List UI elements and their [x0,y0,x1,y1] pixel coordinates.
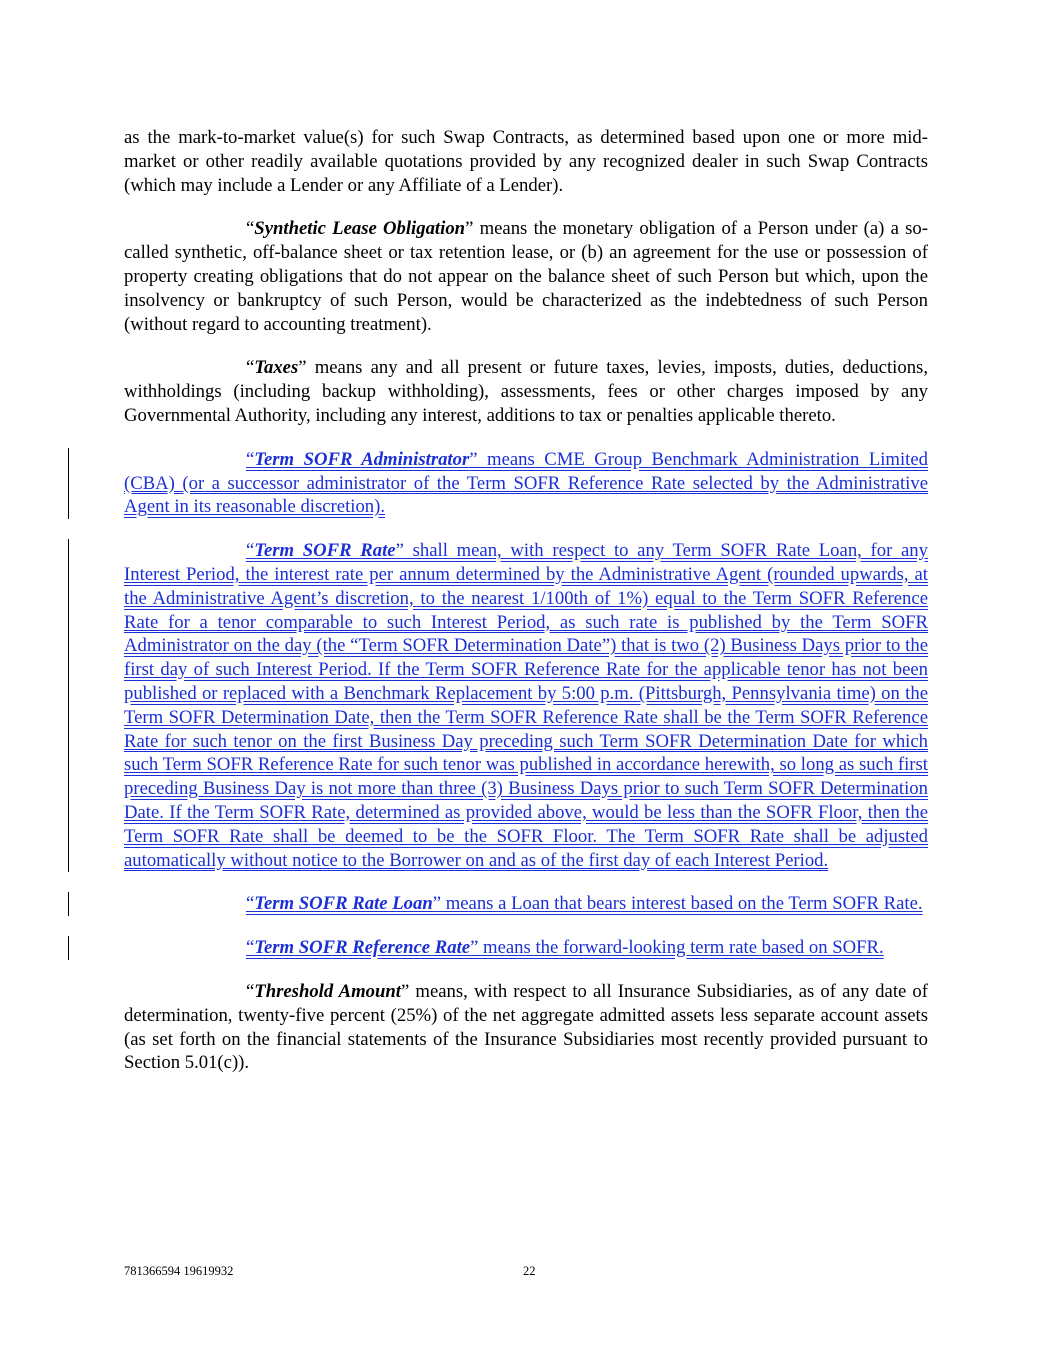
definition-text: ” means a Loan that bears interest based on the Term SOFR Rate. [432,893,923,915]
definition-term-sofr-reference-rate [124,936,928,960]
definition-synthetic-lease-obligation [124,217,928,336]
definition-text: ” means CME Group Benchmark Administration Limited (CBA) (or a successor administrator of the Term SOFR Reference Rate selected by the Administrative Agent in its reasonable discretion). [124,448,928,518]
defined-term: Term SOFR Reference Rate [254,937,471,959]
paragraph-swap-contracts-continuation [124,126,928,197]
defined-term: Taxes [254,357,299,379]
document-body [124,126,928,1095]
revision-change-bar [68,892,69,916]
revision-change-bar [68,448,69,519]
defined-term: Threshold Amount [254,980,401,1002]
definition-term-sofr-rate [124,539,928,872]
footer-document-id: 781366594 19619932 [124,1264,234,1278]
definition-text: ” means the forward-looking term rate based on SOFR. [470,937,884,959]
definition-text: ” means, with respect to all Insurance Subsidiaries, as of any date of determination, twenty-five percent (25%) of the net aggregate admitted assets less separate account assets (as set forth on the financial statements of the Insurance Subsidiaries most recently provided pursuant to Section 5.01(c)). [124,980,928,1074]
open-quote: “ [246,218,255,240]
open-quote: “ [246,980,255,1002]
footer-page-number: 22 [523,1264,536,1278]
definition-threshold-amount [124,980,928,1075]
open-quote: “ [246,540,255,562]
open-quote: “ [246,448,255,470]
definition-text: ” shall mean, with respect to any Term SOFR Rate Loan, for any Interest Period, the interest rate per annum determined by the Administrative Agent (rounded upwards, at the Administrative Agent’s discretion, to the nearest 1/100th of 1%) equal to the Term SOFR Reference Rate for a tenor comparable to such Interest Period, as such rate is published by the Term SOFR Administrator on the day (the “Term SOFR Determination Date”) that is two (2) Business Days prior to the first day of such Interest Period. If the Term SOFR Reference Rate for the applicable tenor has not been published or replaced with a Benchmark Replacement by 5:00 p.m. (Pittsburgh, Pennsylvania time) on the Term SOFR Determination Date, then the Term SOFR Reference Rate shall be the Term SOFR Reference Rate for such tenor on the first Business Day preceding such Term SOFR Determination Date for which such Term SOFR Reference Rate for such tenor was published in accordance herewith, so long as such first preceding Business Day is not more than three (3) Business Days prior to such Term SOFR Determination Date. If the Term SOFR Rate, determined as provided above, would be less than the SOFR Floor, then the Term SOFR Rate shall be deemed to be the SOFR Floor. The Term SOFR Rate shall be adjusted automatically without notice to the Borrower on and as of the first day of each Interest Period. [124,540,928,871]
open-quote: “ [246,893,255,915]
definition-text: ” means any and all present or future taxes, levies, imposts, duties, deductions, withholdings (including backup withholding), assessments, fees or other charges imposed by any Governmental Authority, including any interest, additions to tax or penalties applicable thereto. [124,357,928,426]
defined-term: Term SOFR Rate Loan [254,893,433,915]
revision-change-bar [68,936,69,960]
defined-term: Term SOFR Rate [254,540,396,562]
definition-term-sofr-administrator [124,448,928,519]
defined-term: Term SOFR Administrator [254,448,470,470]
defined-term: Synthetic Lease Obligation [254,218,466,240]
definition-taxes [124,356,928,427]
definition-text: ” means the monetary obligation of a Person under (a) a so-called synthetic, off-balance sheet or tax retention lease, or (b) an agreement for the use or possession of property creating obligations that do not appear on the balance sheet of such Person but which, upon the insolvency or bankruptcy of such Person, would be characterized as the indebtedness of such Person (without regard to accounting treatment). [124,218,928,335]
revision-change-bar [68,539,69,872]
open-quote: “ [246,357,255,379]
definition-term-sofr-rate-loan [124,892,928,916]
open-quote: “ [246,937,255,959]
paragraph-text: as the mark-to-market value(s) for such Swap Contracts, as determined based upon one or more mid-market or other readily available quotations provided by any recognized dealer in such Swap Contracts (which may include a Lender or any Affiliate of a Lender). [124,127,928,196]
